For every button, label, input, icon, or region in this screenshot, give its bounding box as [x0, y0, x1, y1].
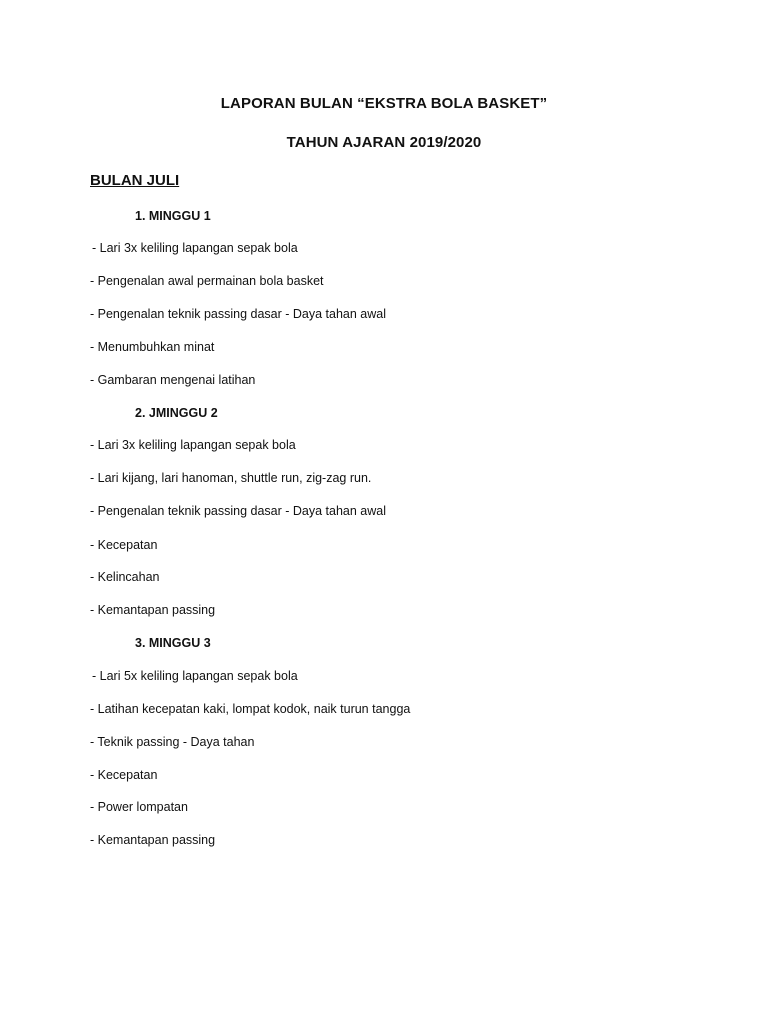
- list-item: - Lari 3x keliling lapangan sepak bola: [90, 438, 296, 452]
- list-item: - Kemantapan passing: [90, 833, 216, 847]
- list-item: - Power lompatan: [90, 800, 188, 814]
- list-item: - Kecepatan: [90, 768, 158, 782]
- list-item: - Lari 5x keliling lapangan sepak bola: [92, 669, 298, 683]
- list-item: - Lari 3x keliling lapangan sepak bola: [92, 241, 298, 255]
- list-item: - Pengenalan awal permainan bola basket: [90, 274, 324, 288]
- list-item: - Kelincahan: [90, 570, 160, 584]
- list-item: - Menumbuhkan minat: [90, 340, 215, 354]
- month-heading: BULAN JULI: [90, 172, 180, 189]
- list-item: - Pengenalan teknik passing dasar - Daya tahan awal: [90, 504, 387, 518]
- list-item: - Teknik passing - Daya tahan: [90, 735, 255, 749]
- list-item: - Latihan kecepatan kaki, lompat kodok, naik turun tangga: [90, 702, 411, 716]
- list-item: - Lari kijang, lari hanoman, shuttle run, zig-zag run.: [90, 471, 372, 485]
- week-2-heading: 2. JMINGGU 2: [135, 406, 218, 420]
- document-subtitle: TAHUN AJARAN 2019/2020: [286, 134, 482, 151]
- week-1-heading: 1. MINGGU 1: [135, 209, 211, 223]
- week-3-heading: 3. MINGGU 3: [135, 636, 211, 650]
- list-item: - Pengenalan teknik passing dasar - Daya tahan awal: [90, 307, 387, 321]
- document-title: LAPORAN BULAN “EKSTRA BOLA BASKET”: [220, 95, 548, 112]
- list-item: - Kemantapan passing: [90, 603, 216, 617]
- list-item: - Kecepatan: [90, 538, 158, 552]
- list-item: - Gambaran mengenai latihan: [90, 373, 256, 387]
